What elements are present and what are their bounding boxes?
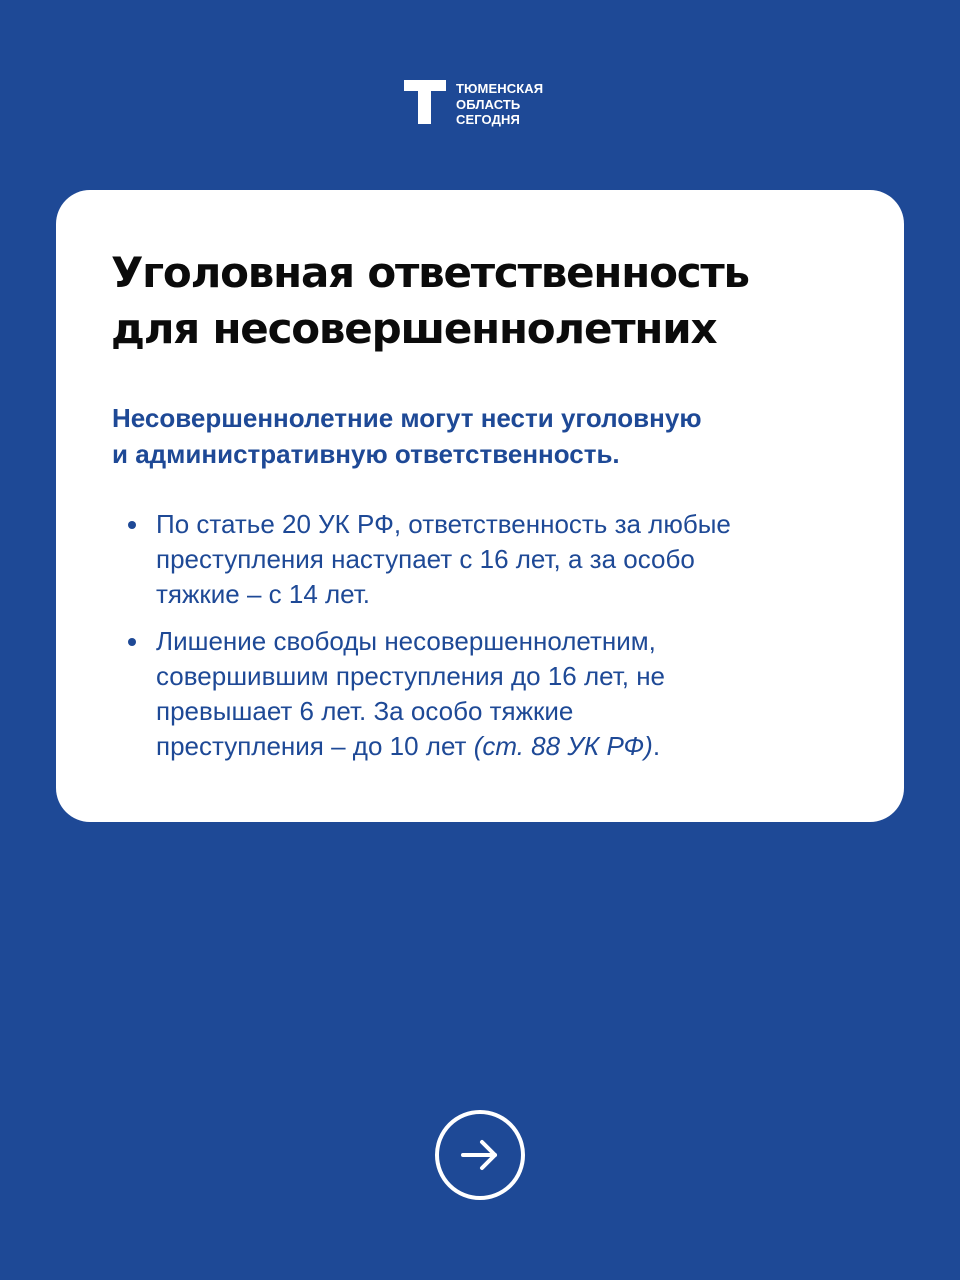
card-lead-line: и административную ответственность. — [112, 439, 620, 469]
bullet-line-end: . — [652, 731, 661, 761]
next-slide-button[interactable] — [435, 1110, 525, 1200]
card-lead — [112, 400, 702, 472]
bullet-dot-icon — [128, 638, 136, 646]
bullet-dot-icon — [128, 521, 136, 529]
bullet-line-text: преступления – до 10 лет — [156, 731, 474, 761]
bullet-line: тяжкие – с 14 лет. — [156, 579, 371, 609]
brand-name-line: ТЮМЕНСКАЯ — [456, 81, 544, 96]
bullet-item — [126, 624, 856, 764]
card-lead-line: Несовершеннолетние могут нести уголовную — [112, 403, 702, 433]
law-citation: (ст. 88 УК РФ) — [473, 731, 653, 761]
bullet-list — [126, 507, 856, 776]
brand-logo — [404, 80, 543, 126]
bullet-line: совершившим преступления до 16 лет, не — [156, 661, 666, 691]
bullet-line: По статье 20 УК РФ, ответственность за любые — [156, 509, 731, 539]
card-title — [111, 245, 749, 357]
card-title-line: Уголовная ответственность — [111, 248, 749, 297]
bullet-line-with-citation — [156, 729, 856, 764]
brand-name — [456, 81, 543, 128]
brand-name-line: СЕГОДНЯ — [456, 112, 520, 127]
arrow-right-icon — [455, 1130, 505, 1180]
bullet-line: Лишение свободы несовершеннолетним, — [156, 626, 656, 656]
bullet-item — [126, 507, 856, 612]
letter-t-logo-icon — [404, 80, 446, 124]
info-card — [56, 190, 904, 822]
bullet-line: превышает 6 лет. За особо тяжкие — [156, 696, 574, 726]
bullet-line: преступления наступает с 16 лет, а за особо — [156, 544, 695, 574]
card-title-line: для несовершеннолетних — [111, 304, 717, 353]
brand-name-line: ОБЛАСТЬ — [456, 96, 521, 112]
